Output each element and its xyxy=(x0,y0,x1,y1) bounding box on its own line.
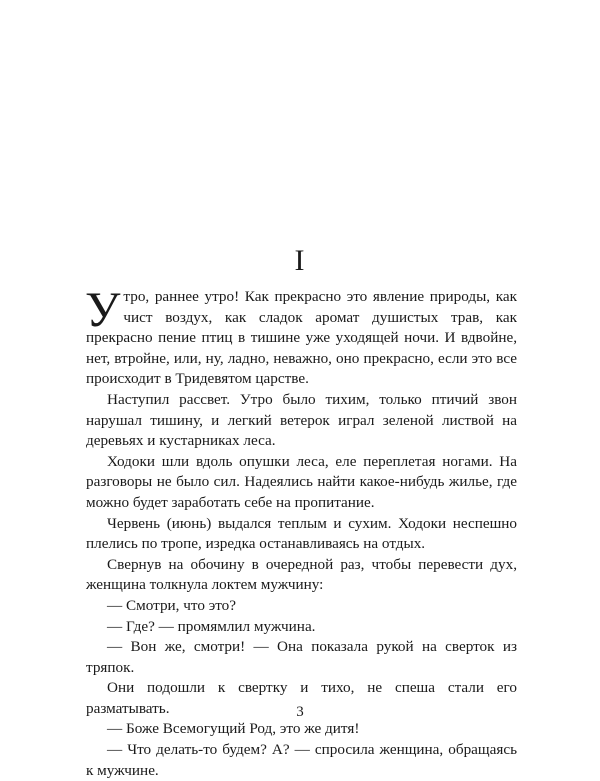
paragraph: Ходоки шли вдоль опушки леса, еле переплетая ногами. На разговоры не было сил. Надеялись найти какое-нибудь жилье, где можно будет заработать себе на пропитание. xyxy=(86,452,517,511)
page-number: 3 xyxy=(296,704,304,720)
dialogue-line: — Что делать-то будем? А? — спросила женщина, обращаясь к мужчине. xyxy=(86,741,517,779)
paragraph: Наступил рассвет. Утро было тихим, только птичий звон нарушал тишину, и легкий ветерок играл зеленой листвой на деревьях и кустарниках леса. xyxy=(86,390,517,450)
dropcap-letter: У xyxy=(85,281,121,337)
dialogue-line: — Вон же, смотри! — Она показала рукой на сверток из тряпок. xyxy=(86,638,517,676)
dialogue-line: — Где? — промямлил мужчина. xyxy=(107,617,316,635)
dialogue-line: — Боже Всемогущий Род, это же дитя! xyxy=(107,720,360,738)
paragraph: Червень (июнь) выдался теплым и сухим. Ходоки неспешно плелись по тропе, изредка останавливаясь на отдых. xyxy=(86,514,517,553)
paragraph: Свернув на обочину в очередной раз, чтобы перевести дух, женщина толкнула локтем мужчину: xyxy=(86,555,517,594)
first-paragraph-text: тро, раннее утро! Как прекрасно это явление природы, как чист воздух, как сладок аромат душистых трав, как прекрасно пение птиц в тишине уже уходящей ночи. И вдвойне, нет, втройне, или, ну, ладно, неважно, оно прекрасно, если это все происходит в Тридевятом царстве. xyxy=(86,288,517,388)
paragraph: Они подошли к свертку и тихо, не спеша стали его разматывать. xyxy=(86,679,517,717)
chapter-numeral: I xyxy=(294,244,306,277)
dialogue-line: — Смотри, что это? xyxy=(107,596,237,614)
first-paragraph xyxy=(85,281,517,390)
